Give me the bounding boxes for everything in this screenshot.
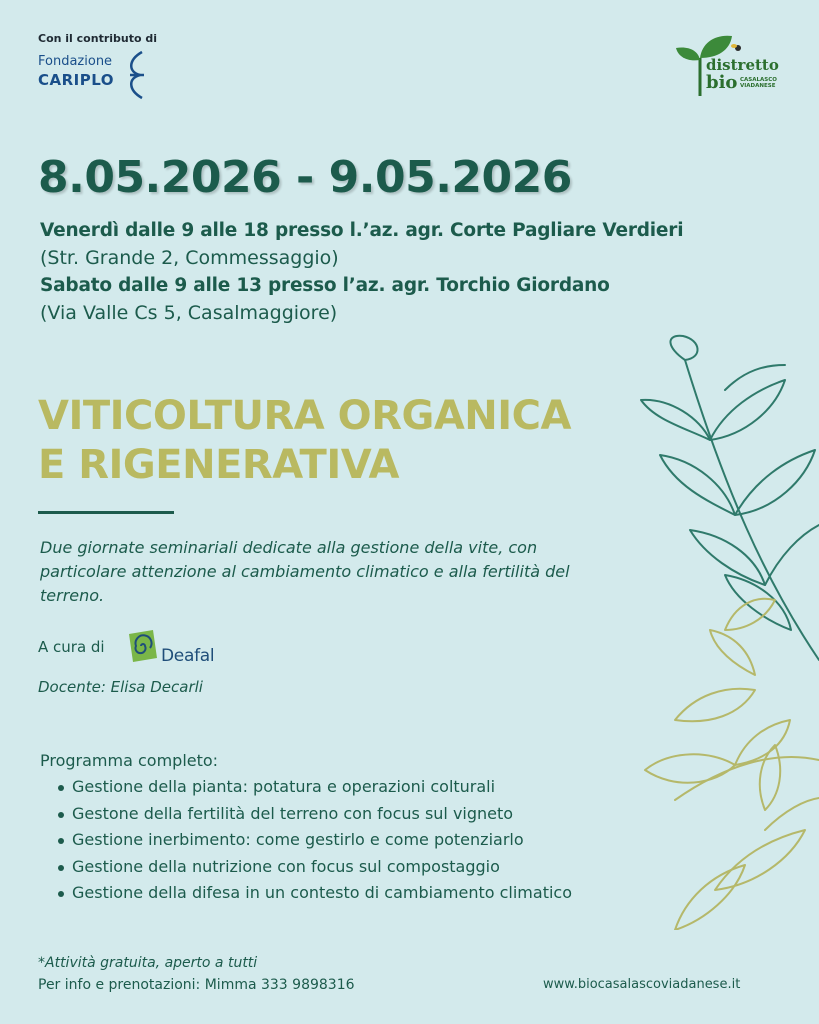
list-item: Gestione della nutrizione con focus sul compostaggio — [58, 854, 572, 881]
distretto-line3b: VIADANESE — [740, 83, 776, 89]
free-activity-note: *Attività gratuita, aperto a tutti — [38, 955, 258, 971]
program-list — [58, 774, 572, 907]
deafal-logo-text: Deafal — [161, 646, 215, 666]
cariplo-logo — [38, 50, 158, 100]
list-item: Gestione della pianta: potatura e operazioni colturali — [58, 774, 572, 801]
deafal-spiral-icon — [125, 628, 161, 666]
distretto-line2: bio — [706, 72, 738, 93]
teacher: Docente: Elisa Decarli — [38, 678, 203, 696]
leaves-decoration-icon — [615, 330, 819, 930]
event-description: Due giornate seminariali dedicate alla gestione della vite, con particolare attenzione al cambiamento climatico e alla fertilità del terreno. — [40, 538, 570, 605]
list-item: Gestione inerbimento: come gestirlo e come potenziarlo — [58, 827, 572, 854]
contrib-label: Con il contributo di — [38, 32, 158, 45]
distretto-line3 — [740, 77, 777, 89]
program-title: Programma completo: — [40, 751, 219, 770]
website-link[interactable]: www.biocasalascoviadanese.it — [543, 977, 741, 992]
cariplo-line1: Fondazione — [38, 54, 113, 69]
venue-day1: Venerdì dalle 9 alle 18 presso l.’az. agr. Corte Pagliare Verdieri — [40, 220, 684, 241]
distretto-line1: distretto — [706, 56, 779, 74]
venue-day2: Sabato dalle 9 alle 13 presso l’az. agr. Torchio Giordano — [40, 275, 610, 296]
list-item: Gestione della difesa in un contesto di cambiamento climatico — [58, 880, 572, 907]
curator-label: A cura di — [38, 638, 105, 656]
title-divider — [38, 511, 174, 514]
venue-day1-address: (Str. Grande 2, Commessaggio) — [40, 247, 339, 269]
cariplo-line2: CARIPLO — [38, 71, 115, 89]
distretto-bio-logo — [676, 34, 786, 102]
deafal-logo — [125, 628, 235, 670]
title-line1: VITICOLTURA ORGANICA — [38, 393, 571, 439]
venue-day2-address: (Via Valle Cs 5, Casalmaggiore) — [40, 302, 338, 324]
list-item: Gestone della fertilità del terreno con focus sul vigneto — [58, 801, 572, 828]
title-line2: E RIGENERATIVA — [38, 442, 399, 488]
distretto-line3a: CASALASCO — [740, 77, 777, 83]
booking-info: Per info e prenotazioni: Mimma 333 9898316 — [38, 977, 355, 993]
cariplo-mark-icon — [122, 50, 148, 100]
event-dates: 8.05.2026 - 9.05.2026 — [38, 152, 572, 203]
